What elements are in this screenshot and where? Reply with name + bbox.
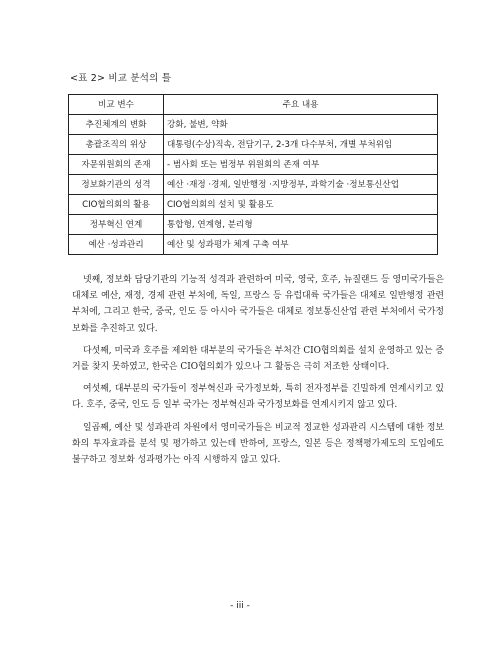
table-row [69, 235, 438, 255]
table-cell-variable: 예산 ·성과관리 [69, 235, 164, 255]
table-row [69, 175, 438, 195]
body-text [72, 272, 444, 474]
table-cell-content: 예산 및 성과평가 체계 구축 여부 [164, 235, 438, 255]
table-row [69, 115, 438, 135]
table-caption: <표 2> 비교 분석의 틀 [70, 73, 172, 84]
table-header-cell: 주요 내용 [164, 95, 438, 115]
table-cell-content: CIO협의회의 설치 및 활용도 [164, 195, 438, 215]
comparison-table [68, 94, 438, 255]
table-row [69, 155, 438, 175]
table-cell-content: 강화, 불변, 약화 [164, 115, 438, 135]
table-cell-variable: 자문위원회의 존재 [69, 155, 164, 175]
table-cell-variable: 총괄조직의 위상 [69, 135, 164, 155]
paragraph-seventh: 일곱째, 예산 및 성과관리 차원에서 영미국가들은 비교적 정교한 성과관리 시스템에 대한 정보화의 투자효과를 분석 및 평가하고 있는데 반하여, 프랑스, 일본 등은 정책평가제도의 도입에도 불구하고 정보화 성과평가는 아직 시행하지 않고 있다. [72, 422, 444, 466]
table-row [69, 135, 438, 155]
table-cell-content: 예산 ·재정 ·경제, 일반행정 ·지방정부, 과학기술 ·정보통신산업 [164, 175, 438, 195]
page-number: - iii - [230, 601, 250, 611]
table-cell-content: 대통령(수상)직속, 전담기구, 2-3개 다수부처, 개별 부처위임 [164, 135, 438, 155]
table-header-row [69, 95, 438, 115]
table-cell-content: 통합형, 연계형, 분리형 [164, 215, 438, 235]
paragraph-fourth: 넷째, 정보화 담당기관의 기능적 성격과 관련하여 미국, 영국, 호주, 뉴질랜드 등 영미국가들은 대체로 예산, 재정, 경제 관련 부처에, 독일, 프랑스 등 유럽대륙 국가들은 대체로 일반행정 관련 부처에, 그리고 한국, 중국, 인도 등 아시아 국가들은 대체로 정보통신산업 관련 부처에서 국가정보화를 추진하고 있다. [72, 275, 444, 334]
table-cell-variable: 정부혁신 연계 [69, 215, 164, 235]
table-header-cell: 비교 변수 [69, 95, 164, 115]
paragraph-fifth: 다섯째, 미국과 호주를 제외한 대부분의 국가들은 부처간 CIO협의회를 설치 운영하고 있는 증거를 찾지 못하였고, 한국은 CIO협의회가 있으나 그 활동은 극히 저조한 상태이다. [72, 345, 444, 373]
table-cell-variable: CIO협의회의 활용 [69, 195, 164, 215]
table-cell-content: - 범사회 또는 범정부 위원회의 존재 여부 [164, 155, 438, 175]
table-row [69, 195, 438, 215]
table-row [69, 215, 438, 235]
table-cell-variable: 추진체계의 변화 [69, 115, 164, 135]
table-cell-variable: 정보화기관의 성격 [69, 175, 164, 195]
paragraph-sixth: 여섯째, 대부분의 국가들이 정부혁신과 국가정보화, 특히 전자정부를 긴밀하게 연계시키고 있다. 호주, 중국, 인도 등 일부 국가는 정부혁신과 국가정보화를 연계시키지 않고 있다. [72, 384, 444, 411]
